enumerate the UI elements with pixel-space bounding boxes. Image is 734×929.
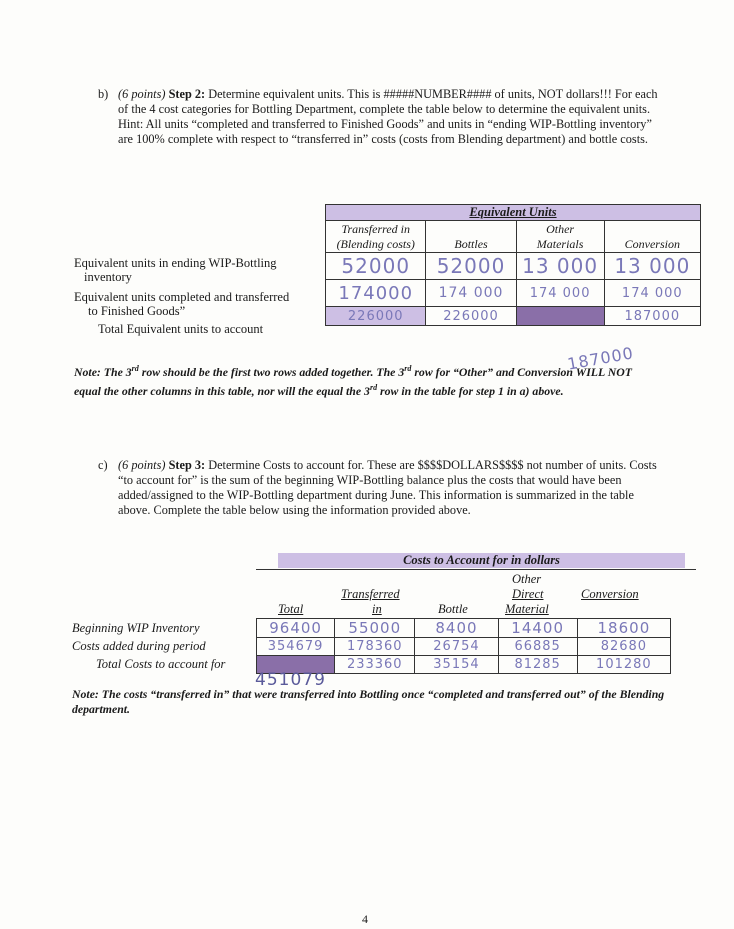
eq-cell: 187000 [604,307,700,326]
col-other-materials [516,221,604,253]
part-c-text: Determine Costs to account for. These are $$$$DOLLARS$$$$ not number of units. Costs “to account for” is the sum of the beginning WIP-Bottling balance plus the costs that would have been added/assigned to the WIP-Bottling department during June. This information is summarized in the table above. Complete the table below using the information provided above. [118,458,657,517]
part-b-points: (6 points) [118,87,166,101]
col-other-line2: Materials [536,236,584,251]
row-label-line: inventory [84,270,132,284]
cost-cell: 178360 [335,638,415,656]
cost-cell: 66885 [498,638,577,656]
col-other-line1: Other [546,221,575,236]
col-conversion-label: Conversion [624,237,680,251]
cost-row-label: Costs added during period [72,639,206,653]
cost-cell: 101280 [577,656,670,674]
part-c-instructions [118,458,663,518]
cost-row-label: Total Costs to account for [96,657,226,671]
row-label-ending-wip [74,256,324,284]
cost-cell: 233360 [335,656,415,674]
col-conversion-cost: Conversion [581,587,639,601]
note-b [74,361,634,399]
col-direct: Direct [512,587,544,601]
note-b-sup: rd [369,382,378,392]
col-other-line1: Other [512,572,542,586]
col-total: Total [278,602,304,616]
note-b-sup: rd [404,364,412,373]
col-bottle: Bottle [438,602,468,616]
cost-cell: 354679 [257,638,335,656]
row-label-total: Total Equivalent units to account [98,322,264,336]
eq-cell: 226000 [326,307,426,326]
cost-cell: 35154 [415,656,498,674]
table-row [326,253,701,280]
part-b-instructions [118,87,663,147]
cost-cell: 14400 [498,619,577,638]
eq-cell: 174 000 [516,280,604,307]
col-transferred: Transferred [341,587,400,601]
eq-cell: 52000 [426,253,516,280]
part-c-step: Step 3: [168,458,206,472]
eq-cell: 52000 [326,253,426,280]
cost-cell: 55000 [335,619,415,638]
col-in: in [372,602,382,616]
cost-table-title-bar [278,553,685,568]
row-label-line: Equivalent units in ending WIP-Bottling [74,256,277,270]
col-transferred-in-line2: (Blending costs) [336,236,415,251]
col-bottles [426,221,516,253]
part-c-points: (6 points) [118,458,166,472]
eq-cell: 13 000 [604,253,700,280]
note-b-part: row should be the first two rows added together. The 3 [138,364,405,379]
handwritten-grand-total: 451079 [255,670,326,690]
row-label-line: to Finished Goods” [88,304,186,318]
cost-table-title: Costs to Account for in dollars [403,553,560,567]
table-row [257,619,671,638]
table-row [257,638,671,656]
cost-cell: 26754 [415,638,498,656]
cost-cell: 8400 [415,619,498,638]
cost-cell: 96400 [257,619,335,638]
part-b-label: b) [98,87,109,101]
table-row [326,280,701,307]
col-conversion [604,221,700,253]
costs-table [256,618,671,674]
table-row [326,307,701,326]
col-transferred-in-line1: Transferred in [341,221,411,236]
eq-cell: 226000 [426,307,516,326]
eq-cell: 174 000 [426,280,516,307]
cost-cell: 82680 [577,638,670,656]
handwritten-187000: 187000 [565,343,636,374]
cost-cell: 81285 [498,656,577,674]
eq-cell: 13 000 [516,253,604,280]
divider [256,569,696,570]
eq-cell: 174000 [326,280,426,307]
row-label-completed [74,290,326,318]
col-bottles-label: Bottles [454,237,488,251]
col-material: Material [505,602,549,616]
part-c-label: c) [98,458,108,472]
part-b-text: Determine equivalent units. This is #####NUMBER#### of units, NOT dollars!!! For each of the 4 cost categories for Bottling Department, complete the table below to determine the equivalent units. Hint: All units “completed and transferred to Finished Goods” and units in “ending WIP-Bottling inventory” are 100% complete with respect to “transferred in” costs (costs from Blending department) and bottle costs. [118,87,658,146]
row-label-line: Equivalent units completed and transferred [74,290,290,304]
equivalent-units-table [325,204,701,326]
note-b-part: row for “Other” and Conversion WILL NOT equal the other columns in this table, nor will the equal the 3 [74,364,632,398]
note-b-part: Note: The 3 [74,364,132,379]
cost-row-label: Beginning WIP Inventory [72,621,200,635]
eq-cell-shaded [516,307,604,326]
note-b-part: row in the table for step 1 in a) above. [377,383,564,398]
col-transferred-in [326,221,426,253]
note-c: Note: The costs “transferred in” that were transferred into Bottling once “completed and transferred out” of the Blending department. [72,687,665,716]
eq-cell: 174 000 [604,280,700,307]
equivalent-units-title: Equivalent Units [469,205,557,219]
page-number: 4 [362,912,368,926]
note-b-sup: rd [131,364,139,373]
part-b-step: Step 2: [168,87,206,101]
cost-cell: 18600 [577,619,670,638]
